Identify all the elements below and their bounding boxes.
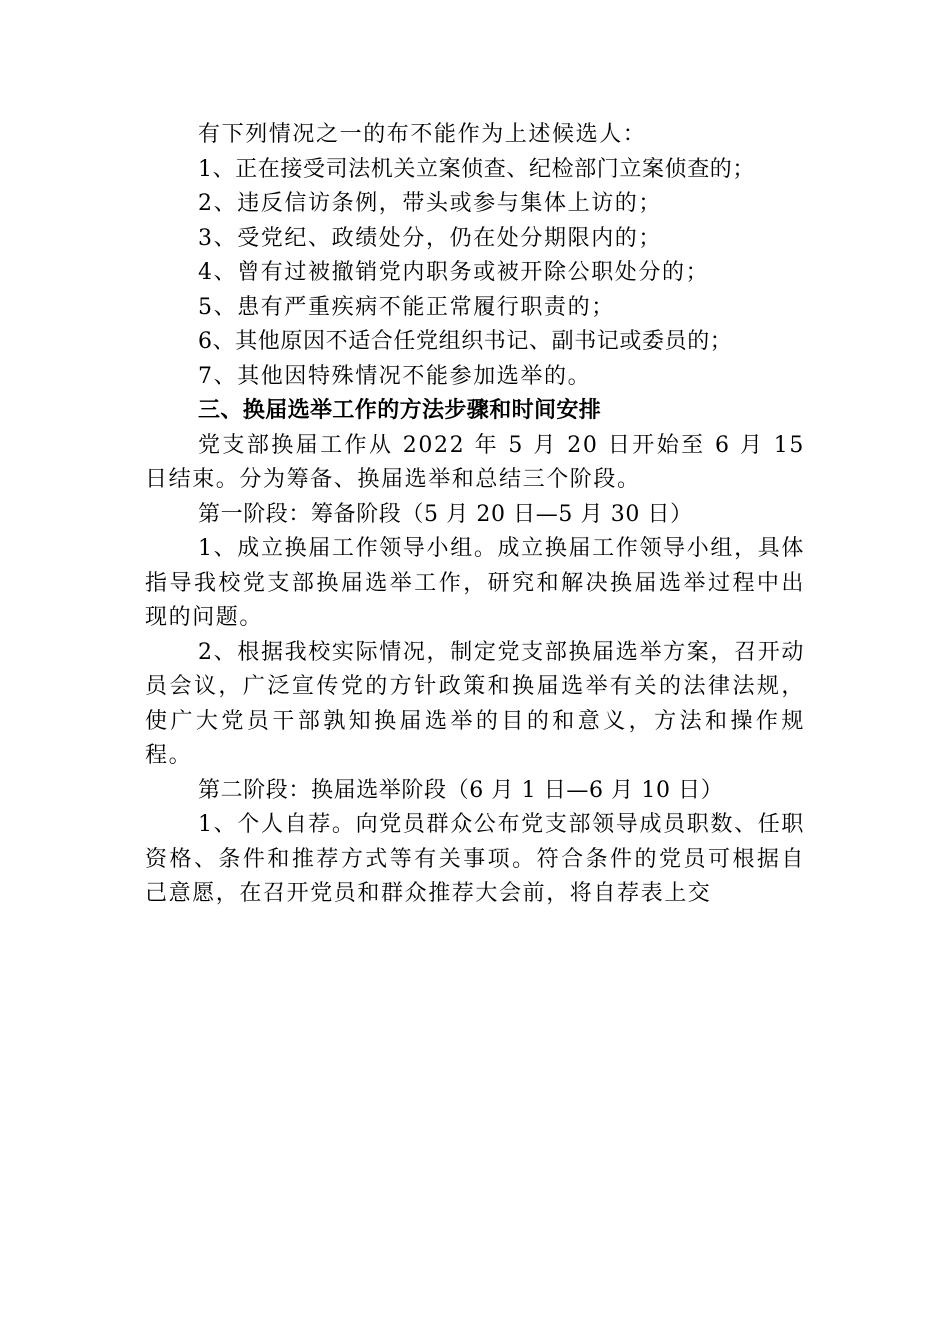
paragraph-schedule: 党支部换届工作从 2022 年 5 月 20 日开始至 6 月 15 日结束。分为筹备、换届选举和总结三个阶段。 [145, 432, 805, 492]
list-item-3: 3、受党纪、政绩处分，仍在处分期限内的； [198, 225, 662, 251]
stage-two-title: 第二阶段：换届选举阶段（6 月 1 日—6 月 10 日） [198, 777, 724, 803]
list-item-2: 2、违反信访条例，带头或参与集体上访的； [198, 191, 662, 216]
stage-one-title: 第一阶段：筹备阶段（5 月 20 日—5 月 30 日） [198, 501, 693, 527]
list-item-1: 1、正在接受司法机关立案侦查、纪检部门立案侦查的； [198, 156, 755, 182]
list-item-6: 6、其他原因不适合任党组织书记、副书记或委员的； [198, 329, 733, 354]
list-item-5: 5、患有严重疾病不能正常履行职责的； [198, 294, 615, 320]
section-heading: 三、换届选举工作的方法步骤和时间安排 [198, 398, 602, 423]
stage-one-item-1: 1、成立换届工作领导小组。成立换届工作领导小组，具体指导我校党支部换届选举工作，研究和解决换届选举过程中出现的问题。 [145, 536, 805, 630]
paragraph-intro: 有下列情况之一的布不能作为上述候选人： [198, 122, 647, 147]
stage-one-item-2: 2、根据我校实际情况，制定党支部换届选举方案，召开动员会议，广泛宣传党的方针政策和换届选举有关的法律法规，使广大党员干部孰知换届选举的目的和意义，方法和操作规程。 [145, 639, 805, 768]
document-body [145, 118, 805, 912]
list-item-4: 4、曾有过被撤销党内职务或被开除公职处分的； [198, 260, 710, 285]
stage-two-item-1: 1、个人自荐。向党员群众公布党支部领导成员职数、任职资格、条件和推荐方式等有关事项。符合条件的党员可根据自己意愿，在召开党员和群众推荐大会前，将自荐表上交 [145, 812, 805, 906]
list-item-7: 7、其他因特殊情况不能参加选举的。 [198, 363, 592, 389]
